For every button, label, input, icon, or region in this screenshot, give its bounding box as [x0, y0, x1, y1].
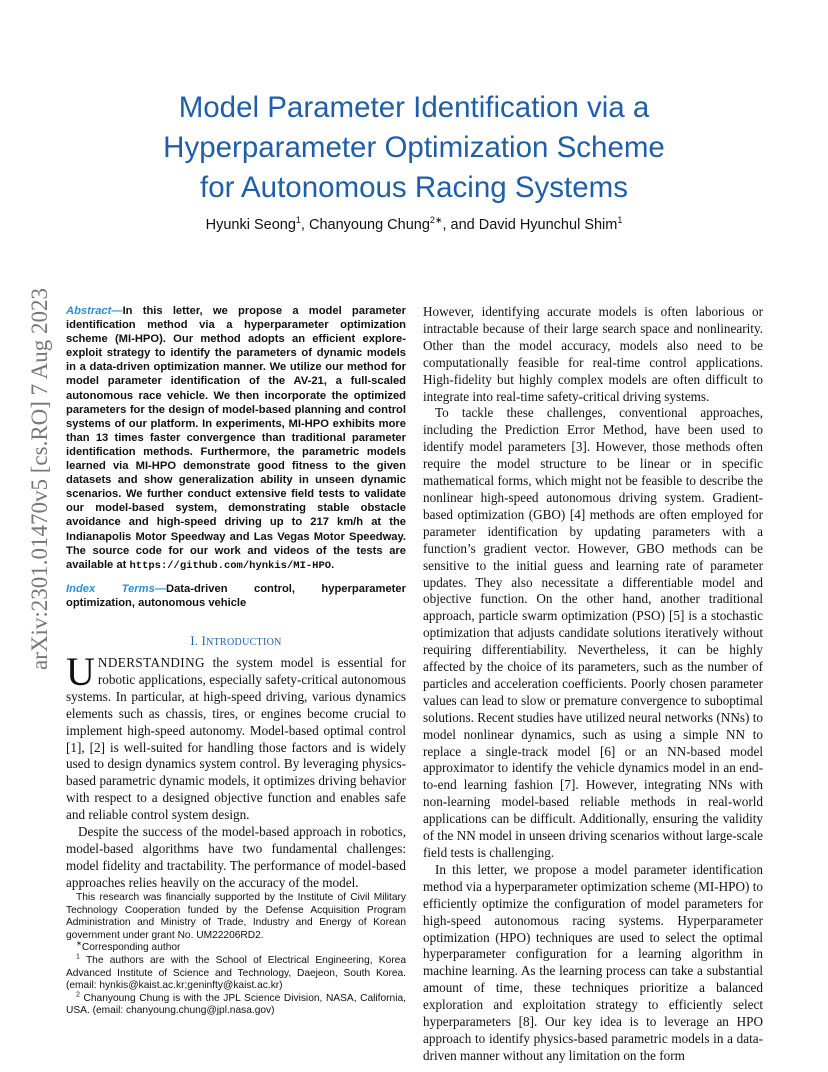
author-name: Hyunki Seong	[205, 217, 296, 233]
footnote-mark: 1	[76, 953, 80, 961]
right-column	[423, 304, 763, 1065]
footnote-mark: ∗	[76, 940, 82, 948]
index-terms-heading: Index Terms—	[66, 582, 166, 595]
section-title: NTRODUCTION	[206, 636, 282, 648]
paper-title	[60, 88, 768, 208]
affiliation-footnote	[66, 955, 406, 993]
footnote-text: Corresponding author	[81, 942, 181, 954]
abstract	[66, 304, 406, 573]
abstract-text: In this letter, we propose a model parameter identification method via a hyperparameter optimization scheme (MI-HPO). Our method adopts an efficient explore-exploit strategy to identify the parameters of dynamic models in a data-driven optimization manner. We utilize our method for model parameter identification of the AV-21, a full-scaled autonomous race vehicle. We then incorporate the optimized parameters for the design of model-based planning and control systems of our platform. In experiments, MI-HPO exhibits more than 13 times faster convergence than traditional parameter identification methods. Furthermore, the parametric models learned via MI-HPO demonstrate good fitness to the given datasets and show generalization ability in unseen dynamic scenarios. We further conduct extensive field tests to validate our model-based system, demonstrating stable obstacle avoidance and high-speed driving up to 217 km/h at the Indianapolis Motor Speedway and Las Vegas Motor Speedway. The source code for our work and videos of the tests are available at	[66, 305, 406, 571]
title-line: Model Parameter Identification via a	[178, 91, 650, 124]
source-code-link[interactable]: https://github.com/hynkis/MI-HPO	[129, 559, 332, 572]
index-terms-text: Data-driven control, hyperparameter optimization, autonomous vehicle	[66, 582, 406, 609]
footnote-text: Chanyoung Chung is with the JPL Science Division, NASA, California, USA. (email: chanyoung.chung@jpl.nasa.gov)	[66, 992, 406, 1017]
intro-text: the system model is essential for robotic applications, especially safety-critical autonomous systems. In particular, at high-speed driving, various dynamics elements such as chassis, tires, or engines become crucial to implement high-speed autonomy. Model-based optimal control [1], [2] is well-suited for handling those factors and is widely used to design dynamics system control. By leveraging physics-based parametric dynamic models, it optimizes driving behavior with respect to a designed objective function and enables safe and reliable control system design.	[66, 654, 406, 823]
body-paragraph: To tackle these challenges, conventional approaches, including the Prediction Error Method, have been used to identify model parameters [3]. However, those methods often require the model structure to be linear or in specific mathematical forms, which might not be feasible to describe the nonlinear high-speed autonomous driving system. Gradient-based optimization (GBO) [4] methods are often employed for parameter identification by updating parameters with a function’s gradient vector. However, GBO methods can be sensitive to the initial guess and learning rate of parameter updates. They also necessitate a differentiable model and objective function. On the other hand, another traditional approach, particle swarm optimization (PSO) [5] is a stochastic optimization that adjusts candidate solutions iteratively without requiring differentiability. Nevertheless, it can be highly affected by the choice of its parameters, such as the number of particles and acceleration coefficients. Poorly chosen parameter values can lead to slow or premature convergence to suboptimal solutions. Recent studies have utilized neural networks (NNs) to model nonlinear dynamics, such as using a simple NN to replace a single-track model [6] or an NN-based model approximator to identify the vehicle dynamics model in an end-to-end learning fashion [7]. However, integrating NNs with non-learning model-based reliable methods in real-world applications can be difficult. Additionally, ensuring the validity of the NN model in unseen driving scenarios without large-scale field tests is challenging.	[423, 405, 763, 860]
author-affiliation-mark: 2∗	[429, 215, 443, 226]
footnotes	[66, 892, 406, 1018]
author-list: Hyunki Seong$^1$, Chanyoung Chung$^{2∗}$, and David Hyunchul Shim$^1$	[205, 215, 623, 233]
footnote-mark: 2	[76, 991, 80, 999]
footnote-text: The authors are with the School of Electrical Engineering, Korea Advanced Institute of Science and Technology, Daejeon, South Korea. (email: hynkis@kaist.ac.kr;geninfty@kaist.ac.kr)	[66, 954, 406, 992]
abstract-heading: Abstract—	[66, 305, 123, 317]
title-line: for Autonomous Racing Systems	[200, 171, 628, 204]
intro-paragraph: Despite the success of the model-based approach in robotics, model-based algorithms have two fundamental challenges: model fidelity and tractability. The performance of model-based approaches relies heavily on the accuracy of the model.	[66, 824, 406, 890]
author-affiliation-mark: 1	[295, 215, 301, 226]
left-column	[66, 304, 406, 892]
funding-footnote: This research was financially supported by the Institute of Civil Military Technology Cooperation funded by the Defense Acquisition Program Administration and Ministry of Trade, Industry and Energy of Korean government under grant No. UM22206RD2.	[66, 892, 406, 941]
drop-cap: U	[66, 648, 95, 694]
intro-caps: NDERSTANDING	[97, 654, 205, 670]
body-paragraph: In this letter, we propose a model parameter identification method via a hyperparameter optimization scheme (MI-HPO) to efficiently optimize the configuration of model parameters for high-speed autonomous racing systems. Hyperparameter optimization (HPO) techniques are used to select the optimal hyperparameter configuration for a learning algorithm in machine learning. As the learning process can take a substantial amount of time, these techniques prioritize a balanced exploration and exploitation strategy to efficiently select hyperparameters [8]. Our key idea is to leverage an HPO approach to identify physics-based parametric models in a data-driven manner without any limitation on the form	[423, 861, 763, 1063]
abstract-end: .	[331, 558, 335, 571]
affiliation-footnote	[66, 993, 406, 1018]
section-heading-introduction	[66, 634, 406, 649]
index-terms	[66, 582, 406, 610]
body-paragraph: However, identifying accurate models is often laborious or intractable because of their large search space and nonlinearity. Other than the model accuracy, models also need to be computationally feasible for real-time control applications. High-fidelity but highly complex models are often difficult to integrate into real-time safety-critical driving systems.	[423, 304, 763, 404]
corresponding-footnote	[66, 942, 406, 955]
author-name: and David Hyunchul Shim	[450, 217, 618, 233]
intro-paragraph	[66, 648, 406, 824]
author-name: Chanyoung Chung	[308, 217, 430, 233]
section-numeral: I. I	[190, 633, 207, 648]
arxiv-identifier: arXiv:2301.01470v5 [cs.RO] 7 Aug 2023	[27, 287, 52, 670]
author-affiliation-mark: 1	[617, 215, 623, 226]
title-line: Hyperparameter Optimization Scheme	[163, 131, 665, 164]
